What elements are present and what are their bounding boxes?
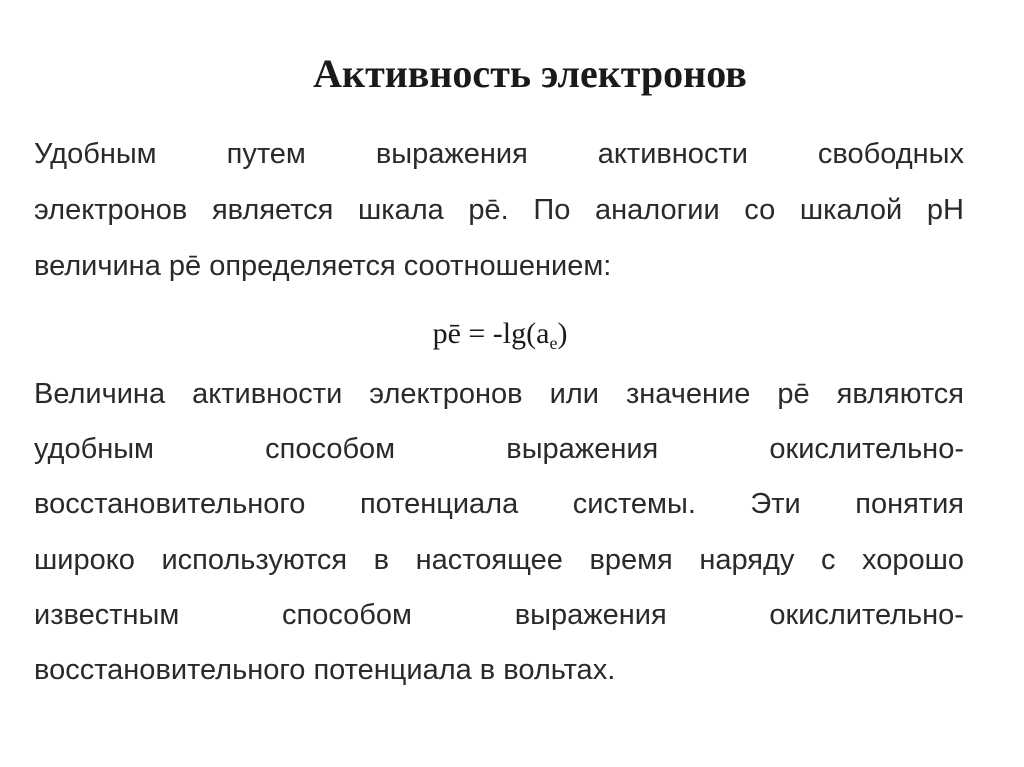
formula-subscript: e xyxy=(549,333,558,353)
paragraph-1-line-2 xyxy=(34,192,964,228)
formula-close: ) xyxy=(557,317,568,350)
paragraph-2-line-1 xyxy=(34,376,964,412)
word: свободных xyxy=(817,138,964,170)
word: pē xyxy=(777,378,810,410)
word: Эти xyxy=(750,488,801,520)
word: известным xyxy=(34,599,180,631)
word: системы. xyxy=(572,488,696,520)
word: время xyxy=(589,544,673,576)
word: выражения xyxy=(514,599,667,631)
word: значение xyxy=(625,378,751,410)
word: наряду xyxy=(699,544,795,576)
word: По xyxy=(533,194,571,226)
word: со xyxy=(744,194,776,226)
word: широко xyxy=(34,544,135,576)
paragraph-2-line-5 xyxy=(34,597,964,633)
slide-title: Активность электронов xyxy=(313,51,747,96)
word: выражения xyxy=(506,433,659,465)
word: окислительно- xyxy=(769,599,964,631)
word: Величина xyxy=(34,378,166,410)
word: окислительно- xyxy=(769,433,964,465)
word: способом xyxy=(282,599,412,631)
word: аналогии xyxy=(595,194,720,226)
word: активности xyxy=(192,378,343,410)
word: хорошо xyxy=(862,544,964,576)
word: шкалой xyxy=(799,194,903,226)
word: с xyxy=(820,544,836,576)
word: являются xyxy=(836,378,964,410)
formula-main: pē = -lg(a xyxy=(432,317,550,350)
word: выражения xyxy=(375,138,528,170)
word: или xyxy=(549,378,599,410)
paragraph-1-line-1 xyxy=(34,136,964,172)
word: в xyxy=(373,544,390,576)
word: шкала xyxy=(358,194,444,226)
word: восстановительного xyxy=(34,488,306,520)
paragraph-2-line-6: восстановительного потенциала в вольтах. xyxy=(34,654,616,686)
word: pē. xyxy=(468,194,509,226)
word: pH xyxy=(926,194,964,226)
paragraph-1-line-3: величина pē определяется соотношением: xyxy=(34,250,612,282)
paragraph-2-line-3 xyxy=(34,486,964,522)
word: удобным xyxy=(34,433,154,465)
word: понятия xyxy=(855,488,964,520)
word: путем xyxy=(226,138,306,170)
word: способом xyxy=(265,433,396,465)
word: активности xyxy=(597,138,748,170)
word: используются xyxy=(161,544,348,576)
word: потенциала xyxy=(359,488,519,520)
word: электронов xyxy=(34,194,188,226)
word: настоящее xyxy=(415,544,563,576)
word: является xyxy=(211,194,334,226)
paragraph-2-line-2 xyxy=(34,431,964,467)
paragraph-2-line-4 xyxy=(34,542,964,578)
word: электронов xyxy=(369,378,523,410)
word: Удобным xyxy=(34,138,157,170)
formula-pe xyxy=(0,316,1000,361)
